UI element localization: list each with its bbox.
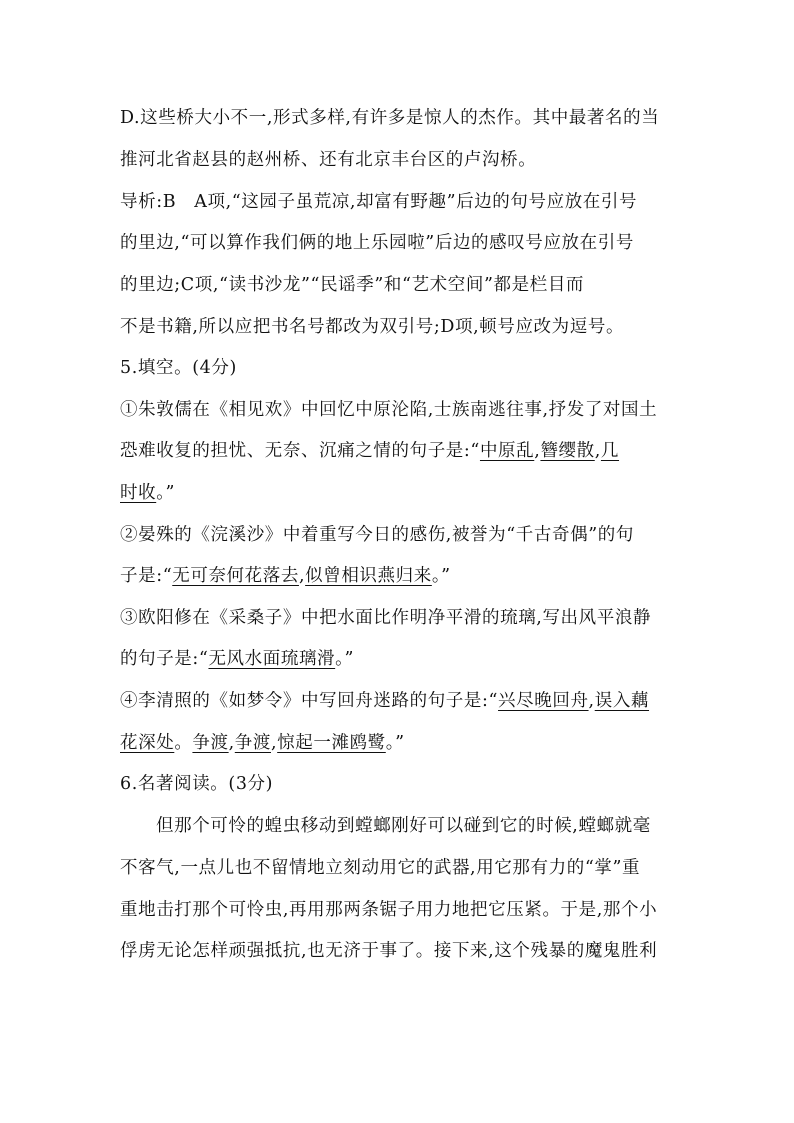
q5-item-1-line-3 — [120, 481, 680, 505]
punctuation: 。 — [174, 733, 193, 753]
punctuation: , — [271, 733, 278, 753]
answer-blank: 误入藕 — [594, 691, 650, 711]
answer-blank: 似曾相识燕归来 — [305, 566, 432, 586]
option-d-line-1: D.这些桥大小不一,形式多样,有许多是惊人的杰作。其中最著名的当 — [120, 108, 660, 128]
q5-item-2-line-2 — [120, 564, 680, 588]
q5-item-1-line-1: ①朱敦儒在《相见欢》中回忆中原沦陷,士族南逃往事,抒发了对国土 — [120, 400, 658, 420]
answer-blank: 几 — [600, 441, 620, 461]
reading-passage-line-4: 俘虏无论怎样顽强抵抗,也无济于事了。接下来,这个残暴的魔鬼胜利 — [120, 941, 658, 961]
question-5-heading: 5.填空。(4分) — [120, 358, 237, 378]
punctuation: 。” — [385, 733, 405, 753]
punctuation: , — [594, 441, 601, 461]
answer-blank: 争渡 — [192, 733, 229, 753]
answer-blank: 中原乱 — [479, 441, 535, 461]
q5-item-3-line-1: ③欧阳修在《采桑子》中把水面比作明净平滑的琉璃,写出风平浪静 — [120, 608, 652, 628]
punctuation: 。” — [335, 649, 355, 669]
answer-blank: 惊起一滩鸥鹭 — [277, 733, 386, 753]
answer-blank: 花深处 — [120, 733, 175, 753]
q5-item-3-prompt: 的句子是:“ — [120, 649, 209, 669]
analysis-line-1: 导析:B A项,“这园子虽荒凉,却富有野趣”后边的句号应放在引号 — [120, 192, 638, 212]
q5-item-3-line-2 — [120, 647, 680, 671]
punctuation: 。” — [156, 483, 176, 503]
q5-item-4-line-2 — [120, 731, 680, 755]
question-6-heading: 6.名著阅读。(3分) — [120, 774, 274, 794]
q5-item-4-prompt: ④李清照的《如梦令》中写回舟迷路的句子是:“ — [120, 691, 499, 711]
reading-passage-line-3: 重地击打那个可怜虫,再用那两条锯子用力地把它压紧。于是,那个小 — [120, 900, 658, 920]
answer-blank: 兴尽晚回舟 — [498, 691, 589, 711]
reading-passage-line-2: 不客气,一点儿也不留情地立刻动用它的武器,用它那有力的“掌”重 — [120, 858, 641, 878]
analysis-line-2: 的里边,“可以算作我们俩的地上乐园啦”后边的感叹号应放在引号 — [120, 233, 634, 253]
reading-passage-line-1: 但那个可怜的蝗虫移动到螳螂刚好可以碰到它的时候,螳螂就毫 — [156, 816, 651, 836]
punctuation: , — [228, 733, 235, 753]
analysis-line-3: 的里边;C项,“读书沙龙”“民谣季”和“艺术空间”都是栏目而 — [120, 275, 585, 295]
q5-item-4-line-1 — [120, 689, 680, 713]
q5-item-1-prompt: 恐难收复的担忧、无奈、沉痛之情的句子是:“ — [120, 441, 480, 461]
punctuation: , — [534, 441, 541, 461]
q5-item-2-line-1: ②晏殊的《浣溪沙》中着重写今日的感伤,被誉为“千古奇偶”的句 — [120, 525, 634, 545]
punctuation: , — [588, 691, 595, 711]
option-d-line-2: 推河北省赵县的赵州桥、还有北京丰台区的卢沟桥。 — [120, 150, 537, 170]
q5-item-2-prompt: 子是:“ — [120, 566, 173, 586]
answer-blank: 无风水面琉璃滑 — [208, 649, 336, 669]
punctuation: 。” — [431, 566, 451, 586]
answer-blank: 簪缨散 — [540, 441, 595, 461]
q5-item-1-line-2 — [120, 439, 680, 463]
answer-blank: 无可奈何花落去 — [172, 566, 299, 586]
analysis-line-4: 不是书籍,所以应把书名号都改为双引号;D项,顿号应改为逗号。 — [120, 317, 625, 337]
answer-blank: 争渡 — [234, 733, 271, 753]
answer-blank: 时收 — [120, 483, 157, 503]
punctuation: , — [298, 566, 306, 586]
